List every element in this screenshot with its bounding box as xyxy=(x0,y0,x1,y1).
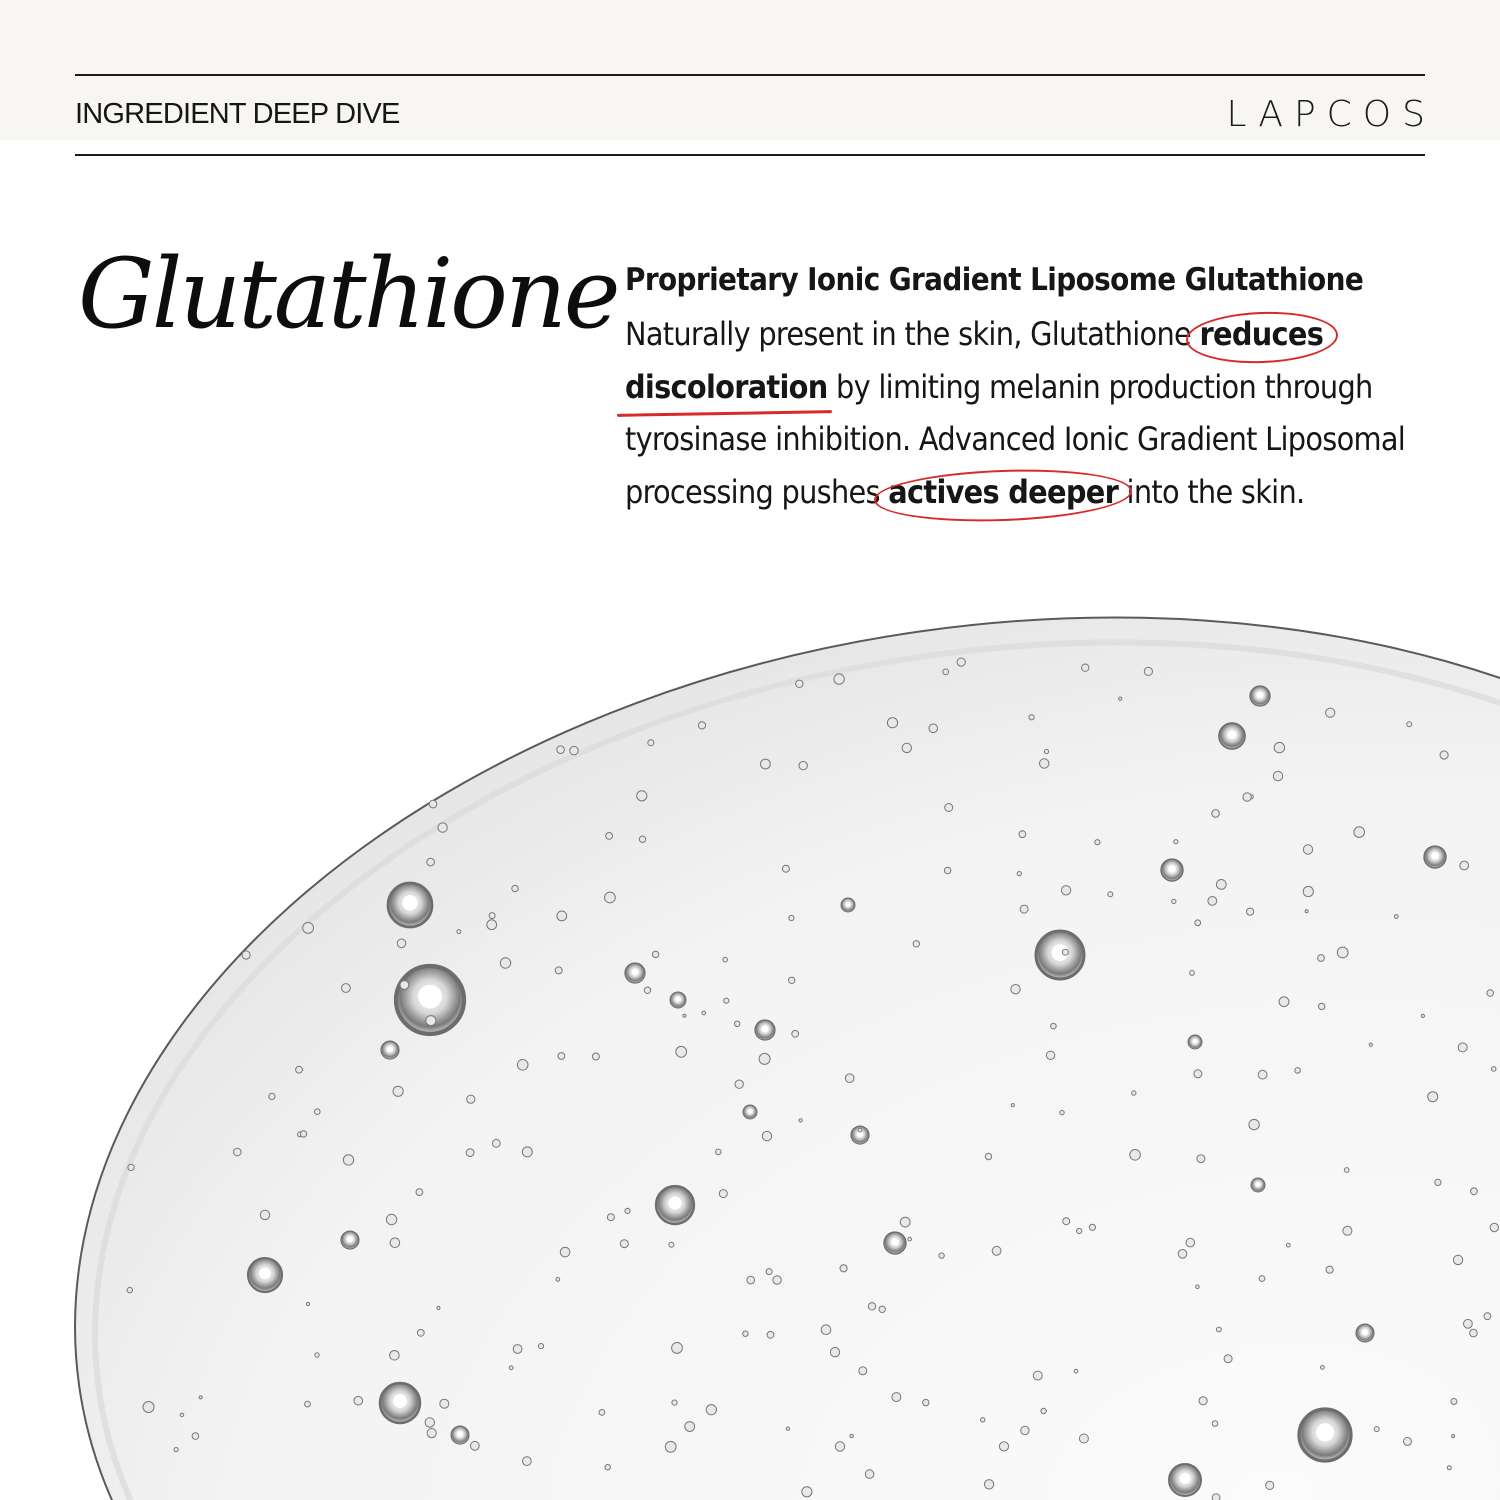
bubble-highlight xyxy=(1362,1329,1368,1335)
small-bubble xyxy=(489,913,495,919)
small-bubble xyxy=(1095,840,1100,845)
bubble-highlight xyxy=(748,1109,753,1114)
small-bubble xyxy=(850,1434,853,1437)
small-bubble xyxy=(830,1348,839,1357)
small-bubble xyxy=(992,1246,1001,1255)
small-bubble xyxy=(400,981,409,990)
bubble-highlight xyxy=(632,969,639,976)
small-bubble xyxy=(743,1331,748,1336)
highlight-underlined-discoloration: discoloration xyxy=(625,361,828,414)
small-bubble xyxy=(1021,1426,1029,1434)
small-bubble xyxy=(1029,715,1034,720)
small-bubble xyxy=(492,1139,500,1147)
small-bubble xyxy=(1079,1434,1088,1443)
small-bubble xyxy=(845,1074,854,1083)
small-bubble xyxy=(716,1149,722,1155)
small-bubble xyxy=(1274,742,1284,752)
small-bubble xyxy=(174,1448,178,1452)
small-bubble xyxy=(939,1253,944,1258)
small-bubble xyxy=(555,967,562,974)
small-bubble xyxy=(1491,1067,1496,1072)
small-bubble xyxy=(821,1325,831,1335)
small-bubble xyxy=(1286,1243,1290,1247)
ingredient-title: Glutathione xyxy=(78,238,618,350)
small-bubble xyxy=(1194,1070,1202,1078)
small-bubble xyxy=(834,674,844,684)
small-bubble xyxy=(1471,1188,1478,1195)
small-bubble xyxy=(467,1095,475,1103)
small-bubble xyxy=(902,743,911,752)
small-bubble xyxy=(1259,1276,1265,1282)
small-bubble xyxy=(1190,971,1195,976)
small-bubble xyxy=(859,1367,867,1375)
bubble-highlight xyxy=(1257,692,1264,699)
small-bubble xyxy=(1186,1238,1195,1247)
small-bubble xyxy=(1216,1327,1221,1332)
small-bubble xyxy=(1172,899,1176,903)
small-bubble xyxy=(1197,1155,1205,1163)
small-bubble xyxy=(887,718,897,728)
small-bubble xyxy=(523,1457,532,1466)
small-bubble xyxy=(1464,1319,1473,1328)
small-bubble xyxy=(1447,1466,1451,1470)
small-bubble xyxy=(234,1148,242,1156)
bubble-highlight xyxy=(1256,1182,1261,1187)
bubble-highlight xyxy=(891,1238,899,1246)
small-bubble xyxy=(560,1247,570,1257)
description-heading: Proprietary Ionic Gradient Liposome Glutathione xyxy=(625,262,1364,298)
small-bubble xyxy=(457,930,461,934)
small-bubble xyxy=(1212,810,1220,818)
small-bubble xyxy=(1303,886,1313,896)
small-bubble xyxy=(1199,1397,1207,1405)
small-bubble xyxy=(1279,997,1289,1007)
small-bubble xyxy=(1435,1179,1441,1185)
small-bubble xyxy=(835,1442,844,1451)
small-bubble xyxy=(913,941,919,947)
small-bubble xyxy=(1374,1427,1379,1432)
bubble-highlight xyxy=(387,1046,393,1052)
small-bubble xyxy=(269,1093,275,1099)
bubble-highlight xyxy=(1179,1473,1190,1484)
small-bubble xyxy=(386,1214,396,1224)
small-bubble xyxy=(315,1353,319,1357)
small-bubble xyxy=(1295,1068,1301,1074)
small-bubble xyxy=(766,1269,772,1275)
bubble-highlight xyxy=(668,1196,681,1209)
bubble-highlight xyxy=(1227,730,1236,739)
small-bubble xyxy=(945,804,953,812)
small-bubble xyxy=(648,740,654,746)
small-bubble xyxy=(683,1014,686,1017)
small-bubble xyxy=(416,1189,423,1196)
small-bubble xyxy=(858,1128,862,1132)
small-bubble xyxy=(1404,1437,1412,1445)
small-bubble xyxy=(1470,1329,1478,1337)
highlight-circled-reduces: reduces xyxy=(1200,308,1324,361)
small-bubble xyxy=(892,1393,901,1402)
small-bubble xyxy=(789,915,794,920)
small-bubble xyxy=(767,1331,774,1338)
small-bubble xyxy=(1305,910,1308,913)
small-bubble xyxy=(438,823,447,832)
small-bubble xyxy=(427,858,435,866)
small-bubble xyxy=(1132,1091,1136,1095)
bubble-highlight xyxy=(418,985,442,1009)
small-bubble xyxy=(1046,1051,1054,1059)
small-bubble xyxy=(180,1413,184,1417)
small-bubble xyxy=(1061,886,1070,895)
small-bubble xyxy=(354,1396,363,1405)
small-bubble xyxy=(698,722,705,729)
small-bubble xyxy=(840,1265,847,1272)
small-bubble xyxy=(669,1242,674,1247)
small-bubble xyxy=(1343,1226,1352,1235)
small-bubble xyxy=(1321,1366,1325,1370)
small-bubble xyxy=(1212,1494,1220,1500)
small-bubble xyxy=(1319,1003,1325,1009)
small-bubble xyxy=(957,658,965,666)
small-bubble xyxy=(796,680,803,687)
bubble-highlight xyxy=(393,1394,407,1408)
small-bubble xyxy=(440,1399,449,1408)
small-bubble xyxy=(1082,664,1089,671)
small-bubble xyxy=(908,1237,912,1241)
small-bubble xyxy=(724,998,729,1003)
small-bubble xyxy=(303,923,314,934)
small-bubble xyxy=(296,1066,303,1073)
small-bubble xyxy=(761,759,771,769)
small-bubble xyxy=(1041,1408,1046,1413)
small-bubble xyxy=(685,1422,695,1432)
bubble-highlight xyxy=(1193,1039,1198,1044)
small-bubble xyxy=(342,984,351,993)
small-bubble xyxy=(929,724,938,733)
small-bubble xyxy=(1011,1104,1014,1107)
small-bubble xyxy=(426,1016,436,1026)
small-bubble xyxy=(1337,947,1348,958)
small-bubble xyxy=(393,1086,403,1096)
small-bubble xyxy=(437,1306,440,1309)
small-bubble xyxy=(799,761,807,769)
small-bubble xyxy=(1266,1481,1274,1489)
small-bubble xyxy=(1019,831,1026,838)
small-bubble xyxy=(665,1441,676,1452)
small-bubble xyxy=(512,885,518,891)
small-bubble xyxy=(637,791,647,801)
small-bubble xyxy=(1453,1255,1462,1264)
small-bubble xyxy=(747,1276,755,1284)
small-bubble xyxy=(192,1433,199,1440)
small-bubble xyxy=(605,1465,610,1470)
small-bubble xyxy=(719,1190,727,1198)
small-bubble xyxy=(487,920,497,930)
small-bubble xyxy=(427,1429,436,1438)
bubble-highlight xyxy=(1431,852,1439,860)
small-bubble xyxy=(759,1053,770,1064)
small-bubble xyxy=(1108,892,1113,897)
small-bubble xyxy=(1428,1092,1438,1102)
small-bubble xyxy=(1273,771,1282,780)
small-bubble xyxy=(981,1418,985,1422)
small-bubble xyxy=(1487,990,1494,997)
small-bubble xyxy=(513,1345,522,1354)
small-bubble xyxy=(1460,861,1469,870)
bubble-highlight xyxy=(402,895,417,910)
small-bubble xyxy=(397,939,406,948)
small-bubble xyxy=(470,1441,479,1450)
small-bubble xyxy=(1011,985,1020,994)
bubble-highlight xyxy=(762,1026,769,1033)
small-bubble xyxy=(599,1410,605,1416)
small-bubble xyxy=(984,1480,993,1489)
small-bubble xyxy=(923,1399,929,1405)
small-bubble xyxy=(1421,1014,1424,1017)
small-bubble xyxy=(556,1278,560,1282)
small-bubble xyxy=(343,1155,353,1165)
small-bubble xyxy=(792,1030,799,1037)
small-bubble xyxy=(789,977,795,983)
small-bubble xyxy=(1224,1355,1232,1363)
small-bubble xyxy=(1452,1435,1455,1438)
small-bubble xyxy=(985,1153,991,1159)
small-bubble xyxy=(538,1344,543,1349)
small-bubble xyxy=(417,1329,424,1336)
small-bubble xyxy=(1326,708,1335,717)
body-text-3: into the skin. xyxy=(1126,472,1305,511)
small-bubble xyxy=(1490,1223,1498,1231)
small-bubble xyxy=(1195,920,1201,926)
brand-logo: LAPCOS xyxy=(1226,94,1436,135)
small-bubble xyxy=(466,1149,474,1157)
small-bubble xyxy=(1144,667,1152,675)
bubble-highlight xyxy=(1168,865,1176,873)
body-text-1: Naturally present in the skin, Glutathione xyxy=(625,315,1192,353)
small-bubble xyxy=(735,1021,740,1026)
small-bubble xyxy=(782,865,789,872)
small-bubble xyxy=(672,1343,683,1354)
small-bubble xyxy=(606,833,613,840)
small-bubble xyxy=(260,1210,269,1219)
small-bubble xyxy=(1040,759,1049,768)
bubble-highlight xyxy=(675,996,681,1002)
small-bubble xyxy=(1440,751,1448,759)
small-bubble xyxy=(999,1442,1008,1451)
small-bubble xyxy=(1394,915,1398,919)
small-bubble xyxy=(802,1487,812,1497)
small-bubble xyxy=(944,867,951,874)
small-bubble xyxy=(676,1046,687,1057)
small-bubble xyxy=(500,958,510,968)
small-bubble xyxy=(644,987,650,993)
small-bubble xyxy=(1178,1250,1187,1259)
small-bubble xyxy=(390,1351,400,1361)
small-bubble xyxy=(1318,955,1325,962)
small-bubble xyxy=(1303,845,1312,854)
small-bubble xyxy=(1074,1369,1078,1373)
bubble-highlight xyxy=(347,1236,353,1242)
bubble-highlight xyxy=(1316,1423,1334,1441)
small-bubble xyxy=(1060,1110,1064,1114)
small-bubble xyxy=(143,1402,154,1413)
small-bubble xyxy=(425,1418,434,1427)
small-bubble xyxy=(735,1080,743,1088)
small-bubble xyxy=(1484,1313,1491,1320)
small-bubble xyxy=(1062,949,1068,955)
small-bubble xyxy=(1196,1285,1200,1289)
small-bubble xyxy=(307,1302,310,1305)
small-bubble xyxy=(1458,1043,1467,1052)
small-bubble xyxy=(762,1131,771,1140)
small-bubble xyxy=(625,1208,630,1213)
small-bubble xyxy=(1249,1119,1259,1129)
small-bubble xyxy=(1247,908,1254,915)
small-bubble xyxy=(1017,872,1021,876)
small-bubble xyxy=(607,1214,614,1221)
small-bubble xyxy=(1044,749,1048,753)
small-bubble xyxy=(558,1053,565,1060)
small-bubble xyxy=(672,1400,677,1405)
small-bubble xyxy=(1243,793,1251,801)
small-bubble xyxy=(1451,1399,1457,1405)
small-bubble xyxy=(702,1011,706,1015)
small-bubble xyxy=(315,1109,321,1115)
small-bubble xyxy=(1208,897,1217,906)
small-bubble xyxy=(592,1053,599,1060)
small-bubble xyxy=(706,1405,716,1415)
small-bubble xyxy=(1119,697,1122,700)
small-bubble xyxy=(509,1366,513,1370)
small-bubble xyxy=(305,1401,311,1407)
small-bubble xyxy=(1174,840,1178,844)
small-bubble xyxy=(429,800,437,808)
small-bubble xyxy=(1216,880,1226,890)
small-bubble xyxy=(557,911,567,921)
small-bubble xyxy=(1344,1168,1349,1173)
small-bubble xyxy=(786,1427,789,1430)
small-bubble xyxy=(557,746,565,754)
bubble-highlight xyxy=(259,1267,271,1279)
small-bubble xyxy=(390,1238,400,1248)
small-bubble xyxy=(199,1396,202,1399)
highlight-circled-actives-deeper: actives deeper xyxy=(888,466,1118,519)
small-bubble xyxy=(799,1119,802,1122)
small-bubble xyxy=(127,1287,132,1292)
small-bubble xyxy=(620,1240,628,1248)
small-bubble xyxy=(522,1147,532,1157)
small-bubble xyxy=(879,1306,885,1312)
small-bubble xyxy=(1063,1218,1070,1225)
small-bubble xyxy=(1354,827,1365,838)
small-bubble xyxy=(1089,1224,1095,1230)
small-bubble xyxy=(605,892,616,903)
small-bubble xyxy=(1130,1150,1141,1161)
section-label: INGREDIENT DEEP DIVE xyxy=(75,98,400,130)
small-bubble xyxy=(1369,1043,1372,1046)
small-bubble xyxy=(943,669,949,675)
small-bubble xyxy=(1051,1023,1057,1029)
small-bubble xyxy=(570,746,578,754)
small-bubble xyxy=(517,1060,528,1071)
small-bubble xyxy=(652,951,658,957)
small-bubble xyxy=(865,1470,874,1479)
small-bubble xyxy=(1020,905,1028,913)
bubble-highlight xyxy=(457,1431,463,1437)
small-bubble xyxy=(723,957,728,962)
small-bubble xyxy=(1077,1228,1082,1233)
small-bubble xyxy=(900,1217,910,1227)
small-bubble xyxy=(1212,1421,1218,1427)
small-bubble xyxy=(1033,1371,1042,1380)
small-bubble xyxy=(1407,722,1412,727)
small-bubble xyxy=(868,1303,875,1310)
small-bubble xyxy=(1258,1070,1267,1079)
small-bubble xyxy=(128,1164,134,1170)
small-bubble xyxy=(639,836,645,842)
body-text-2: by limiting melanin production through tyrosinase inhibition. Advanced Ionic Gradient Liposomal processing pushes xyxy=(625,367,1406,511)
small-bubble xyxy=(300,1131,306,1137)
small-bubble xyxy=(242,951,250,959)
bubble-highlight xyxy=(846,902,851,907)
small-bubble xyxy=(773,1276,781,1284)
small-bubble xyxy=(1326,1266,1333,1273)
